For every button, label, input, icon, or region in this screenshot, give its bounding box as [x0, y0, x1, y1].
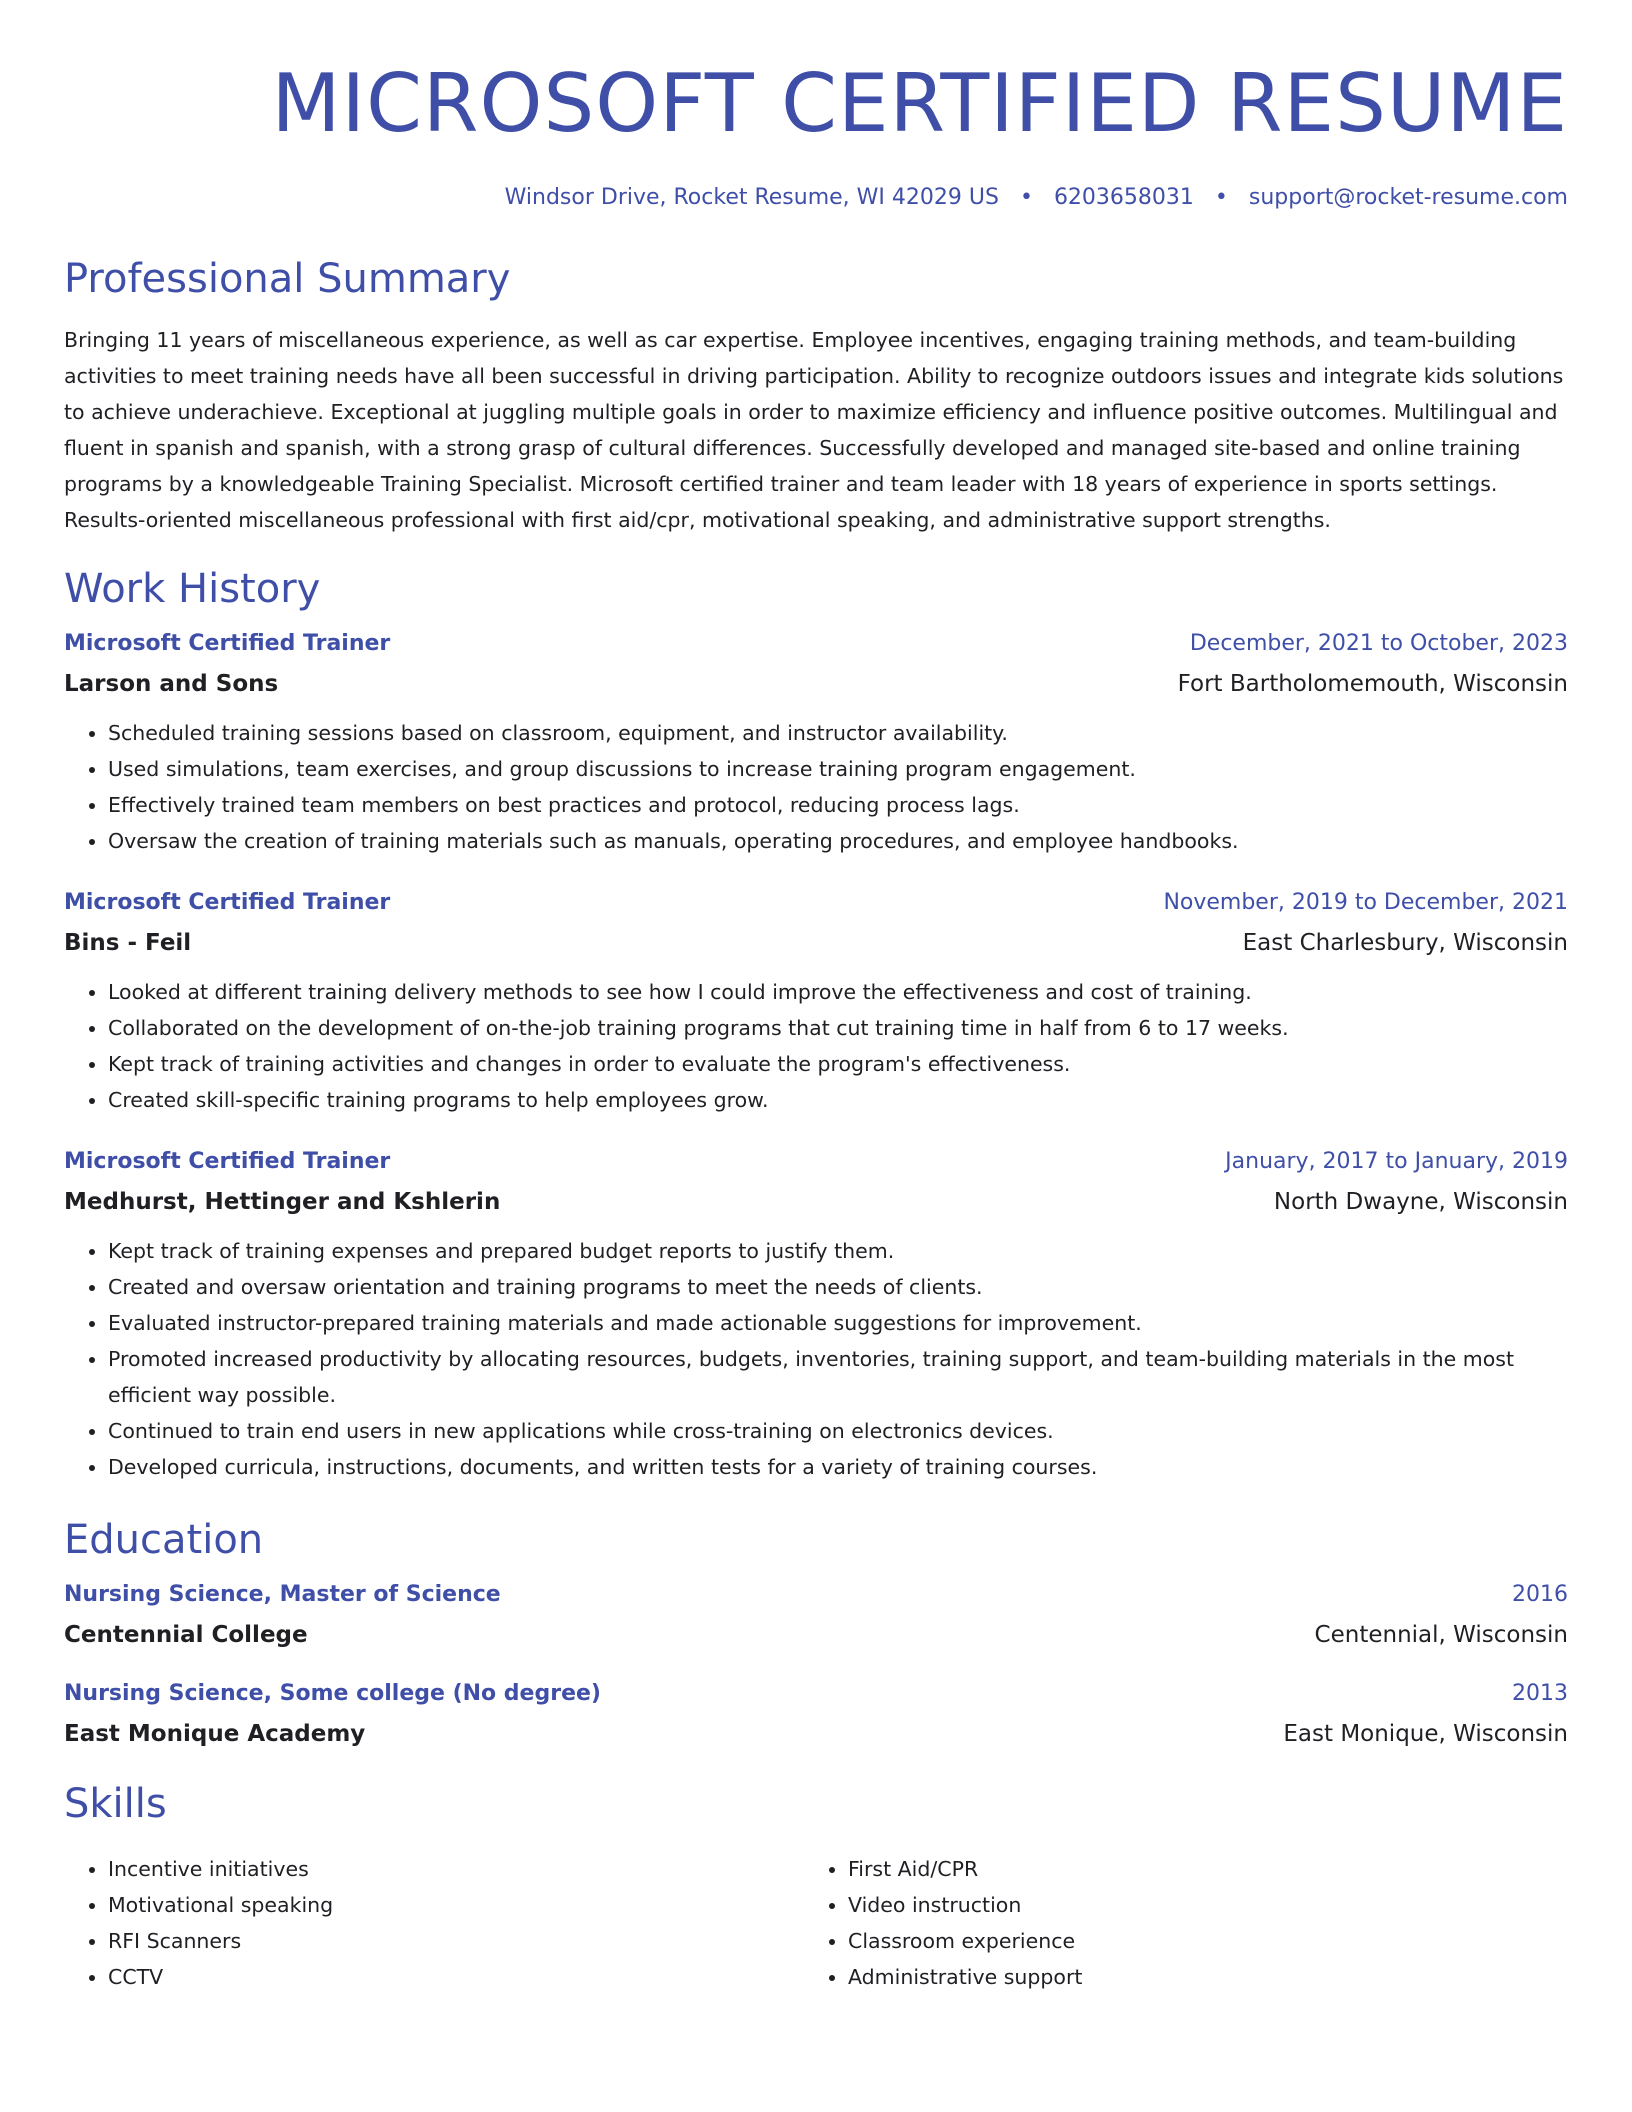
job-role: Microsoft Certified Trainer: [64, 1149, 391, 1174]
job-location: Fort Bartholomemouth, Wisconsin: [1177, 671, 1568, 697]
job-bullet: • Scheduled training sessions based on classroom, equipment, and instructor availability.: [108, 715, 1568, 751]
contact-separator: •: [1019, 185, 1033, 210]
contact-phone: 6203658031: [1053, 185, 1194, 210]
job-bullet: • Collaborated on the development of on-the-job training programs that cut training time in half from 6 to 17 weeks.: [108, 1010, 1568, 1046]
job-bullet: • Created and oversaw orientation and training programs to meet the needs of clients.: [108, 1269, 1568, 1305]
job-bullet: • Developed curricula, instructions, documents, and written tests for a variety of training courses.: [108, 1449, 1568, 1485]
education-degree: Nursing Science, Master of Science: [64, 1582, 501, 1607]
skill-item: • Incentive initiatives: [108, 1851, 804, 1887]
contact-line: [64, 184, 1568, 212]
education-school: Centennial College: [64, 1622, 308, 1648]
job-bullet: • Used simulations, team exercises, and group discussions to increase training program engagement.: [108, 751, 1568, 787]
job-dates: November, 2019 to December, 2021: [1163, 890, 1568, 915]
summary-heading: Professional Summary: [64, 256, 511, 302]
skill-item: • RFI Scanners: [108, 1923, 804, 1959]
job-entry: [64, 1148, 1568, 1485]
job-bullet: • Evaluated instructor-prepared training materials and made actionable suggestions for improvement.: [108, 1305, 1568, 1341]
education-school: East Monique Academy: [64, 1721, 366, 1747]
skill-item: • First Aid/CPR: [848, 1851, 1544, 1887]
job-bullet: • Created skill-specific training programs to help employees grow.: [108, 1082, 1568, 1118]
skill-item: • CCTV: [108, 1959, 804, 1995]
job-bullets: [64, 1233, 1568, 1485]
job-bullet: • Oversaw the creation of training materials such as manuals, operating procedures, and employee handbooks.: [108, 823, 1568, 859]
skills-list: [64, 1851, 1568, 1995]
education-heading: Education: [64, 1517, 264, 1563]
job-bullet: • Kept track of training expenses and prepared budget reports to justify them.: [108, 1233, 1568, 1269]
job-dates: January, 2017 to January, 2019: [1225, 1149, 1568, 1174]
education-entry: [64, 1581, 1568, 1650]
job-bullet: • Kept track of training activities and changes in order to evaluate the program's effectiveness.: [108, 1046, 1568, 1082]
skill-item: • Video instruction: [848, 1887, 1544, 1923]
job-company: Larson and Sons: [64, 671, 279, 697]
job-entry: [64, 630, 1568, 859]
education-degree: Nursing Science, Some college (No degree): [64, 1681, 601, 1706]
resume-page: [64, 0, 1568, 1995]
skills-column-left: [64, 1851, 804, 1995]
job-location: East Charlesbury, Wisconsin: [1242, 930, 1568, 956]
education-year: 2013: [1512, 1681, 1568, 1706]
job-bullet: • Continued to train end users in new applications while cross-training on electronics devices.: [108, 1413, 1568, 1449]
job-bullets: [64, 974, 1568, 1118]
work-history-heading: Work History: [64, 566, 321, 612]
skills-heading: Skills: [64, 1781, 167, 1827]
education-location: Centennial, Wisconsin: [1314, 1622, 1568, 1648]
job-dates: December, 2021 to October, 2023: [1189, 631, 1568, 656]
job-location: North Dwayne, Wisconsin: [1273, 1189, 1568, 1215]
job-role: Microsoft Certified Trainer: [64, 890, 391, 915]
education-year: 2016: [1512, 1582, 1568, 1607]
job-bullets: [64, 715, 1568, 859]
skill-item: • Motivational speaking: [108, 1887, 804, 1923]
skill-item: • Classroom experience: [848, 1923, 1544, 1959]
job-bullet: • Promoted increased productivity by allocating resources, budgets, inventories, training support, and team-building materials in the most efficient way possible.: [108, 1341, 1568, 1413]
summary-text: Bringing 11 years of miscellaneous experience, as well as car expertise. Employee incentives, engaging training methods, and team-building activities to meet training needs have all been successful in driving participation. Ability to recognize outdoors issues and integrate kids solutions to achieve underachieve. Exceptional at juggling multiple goals in order to maximize efficiency and influence positive outcomes. Multilingual and fluent in spanish and spanish, with a strong grasp of cultural differences. Successfully developed and managed site-based and online training programs by a knowledgeable Training Specialist. Microsoft certified trainer and team leader with 18 years of experience in sports settings. Results-oriented miscellaneous professional with first aid/cpr, motivational speaking, and administrative support strengths.: [64, 328, 1564, 532]
resume-name: MICROSOFT CERTIFIED RESUME: [271, 57, 1568, 150]
job-bullet: • Looked at different training delivery methods to see how I could improve the effectiveness and cost of training.: [108, 974, 1568, 1010]
education-location: East Monique, Wisconsin: [1283, 1721, 1568, 1747]
contact-separator: •: [1214, 185, 1228, 210]
job-role: Microsoft Certified Trainer: [64, 631, 391, 656]
education-entry: [64, 1680, 1568, 1749]
skill-item: • Administrative support: [848, 1959, 1544, 1995]
contact-address: Windsor Drive, Rocket Resume, WI 42029 US: [504, 185, 999, 210]
job-company: Medhurst, Hettinger and Kshlerin: [64, 1189, 501, 1215]
job-company: Bins - Feil: [64, 930, 192, 956]
skills-column-right: [804, 1851, 1544, 1995]
contact-email: support@rocket-resume.com: [1248, 185, 1568, 210]
job-bullet: • Effectively trained team members on best practices and protocol, reducing process lags.: [108, 787, 1568, 823]
job-entry: [64, 889, 1568, 1118]
